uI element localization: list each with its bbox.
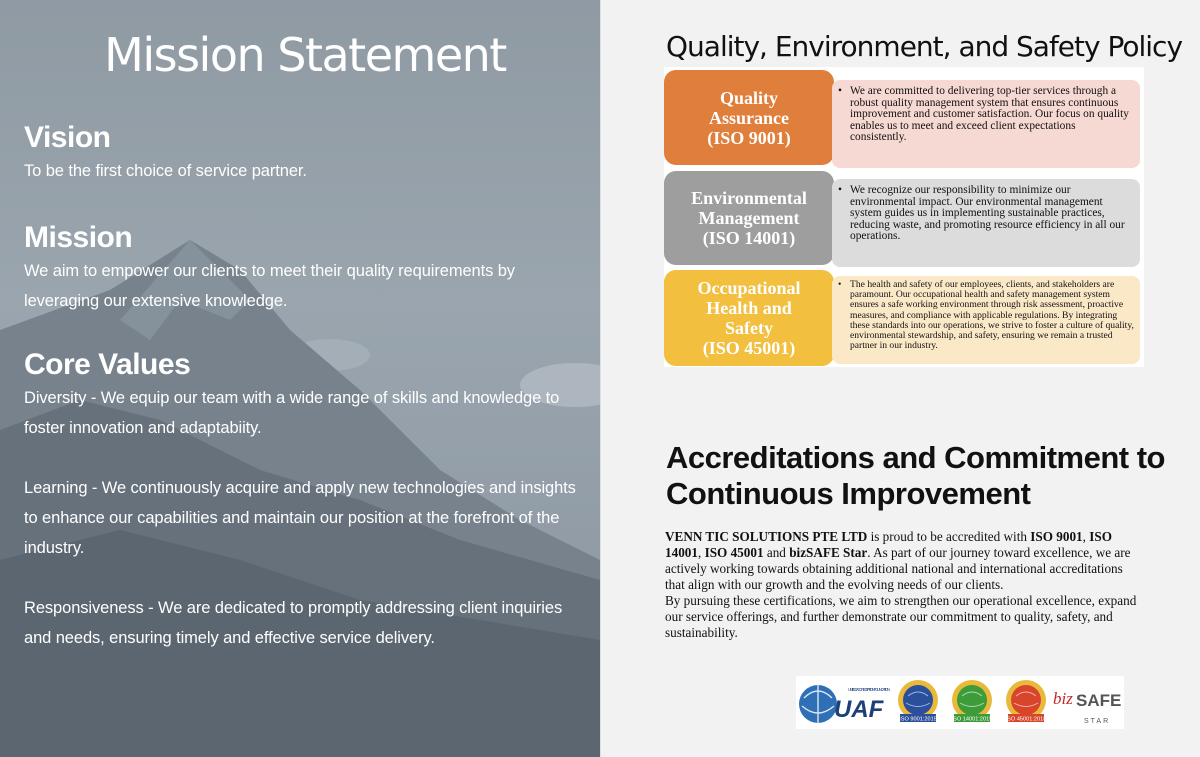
vision-text: To be the first choice of service partner.	[24, 162, 307, 180]
description-text: We are committed to delivering top-tier services through a robust quality management system that ensures continuous improvement and customer satisfaction. Our focus on quality enables us to meet and exceed client expectations consistently.	[850, 85, 1130, 144]
occupational-health-safety-description: • The health and safety of our employees, clients, and stakeholders are paramount. Our occupational health and safety management system ensures a safe working environment through risk assessment, proactive measures, and compliance with applicable regulations. By integrating these standards into our operations, we strive to foster a culture of quality, environmental stewardship, and safety, ensuring we remain a trusted partner in our industry.	[832, 276, 1140, 364]
accreditations-title: Accreditations and Commitment to Continuous Improvement	[666, 440, 1165, 511]
body-text: and	[763, 545, 790, 560]
iso-14001-badge	[952, 680, 993, 723]
body-text-2: By pursuing these certifications, we aim to strengthen our operational excellence, expand our service offerings, and further demonstrate our commitment to quality, safety, and sustainability.	[665, 593, 1137, 640]
mission-statement-title: Mission Statement	[104, 28, 506, 82]
label-line: Health and	[706, 298, 792, 318]
iso-45001-badge	[1006, 680, 1047, 723]
uaf-text: UAF	[834, 696, 884, 723]
label-line: (ISO 14001)	[702, 228, 796, 248]
body-text: ,	[697, 545, 705, 560]
label-line: (ISO 45001)	[702, 338, 796, 358]
description-text: The health and safety of our employees, clients, and stakeholders are paramount. Our occupational health and safety management system ensures a safe working environment through risk assessment, proactive measures, and compliance with applicable regulations. By integrating these standards into our operations, we strive to foster a culture of quality, environmental stewardship, and safety, ensuring we remain a trusted partner in our industry.	[850, 279, 1134, 352]
accreditation-logos	[796, 676, 1124, 729]
iso-14001-badge-label: ISO 14001:2015	[951, 716, 993, 723]
quality-assurance-description: • We are committed to delivering top-tier services through a robust quality management system that ensures continuous improvement and customer satisfaction. Our focus on quality enables us to meet and exceed client expectations consistently.	[832, 80, 1140, 168]
uaf-small-text: UNITED ACCREDITATION FOUNDATION	[848, 687, 890, 692]
policy-title: Quality, Environment, and Safety Policy	[666, 30, 1183, 63]
panel-divider	[600, 0, 601, 757]
company-name: VENN TIC SOLUTIONS PTE LTD	[665, 529, 868, 544]
iso-9001-text: ISO 9001	[1030, 529, 1083, 544]
description-text: We recognize our responsibility to minimize our environmental impact. Our environmental management system guides us in implementing sustainable practices, reducing waste, and promoting resource efficiency in all our operations.	[850, 184, 1125, 243]
bizsafe-safe: SAFE	[1076, 691, 1122, 710]
mission-heading: Mission	[24, 221, 133, 254]
iso-9001-badge-label: ISO 9001:2015	[899, 716, 937, 723]
iso-9001-badge	[898, 680, 938, 723]
quality-assurance-label	[664, 70, 834, 165]
mission-section	[24, 220, 586, 316]
core-values-heading: Core Values	[24, 348, 191, 381]
label-line: (ISO 9001)	[707, 127, 791, 148]
bizsafe-star-logo	[1053, 689, 1121, 725]
core-values-section	[24, 347, 586, 653]
iso-45001-badge-label: ISO 45001:2018	[1005, 716, 1047, 723]
vision-heading: Vision	[24, 121, 111, 154]
environmental-management-label	[664, 171, 834, 265]
iso-45001-text: ISO 45001	[704, 545, 764, 560]
label-line: Management	[698, 208, 800, 228]
label-line: Occupational	[697, 278, 801, 298]
mission-content	[0, 0, 600, 653]
policy-row-safety	[664, 270, 1144, 366]
label-line: Environmental	[691, 188, 807, 208]
label-line: Safety	[725, 318, 773, 338]
environmental-management-description: • We recognize our responsibility to minimize our environmental impact. Our environmental management system guides us in implementing sustainable practices, reducing waste, and promoting resource efficiency in all our operations.	[832, 179, 1140, 267]
occupational-health-safety-label	[664, 270, 834, 366]
uaf-logo	[799, 685, 890, 723]
policy-row-environment	[664, 171, 1144, 265]
vision-section	[24, 120, 586, 186]
iso-14001-text: ISO 14001	[665, 529, 1112, 560]
policy-row-quality	[664, 70, 1144, 165]
label-line: Quality	[719, 87, 778, 108]
mission-text: We aim to empower our clients to meet their quality requirements by leveraging our extensive knowledge.	[24, 262, 515, 310]
core-value-diversity: Diversity - We equip our team with a wide range of skills and knowledge to foster innovation and adaptabiity.	[24, 389, 560, 437]
bizsafe-biz: biz	[1053, 689, 1073, 708]
body-text: ,	[1082, 529, 1090, 544]
core-value-responsiveness: Responsiveness - We are dedicated to promptly addressing client inquiries and needs, ensuring timely and effective service delivery.	[24, 599, 563, 647]
label-line: Assurance	[709, 107, 789, 128]
body-text: . As part of our journey toward excellence, we are actively working towards obtaining additional national and international accreditations that align with our growth and the evolving needs of our clients.	[665, 545, 1131, 592]
accreditations-body	[665, 529, 1139, 641]
core-value-learning: Learning - We continuously acquire and apply new technologies and insights to enhance our capabilities and maintain our position at the forefront of the industry.	[24, 479, 576, 557]
bizsafe-star: STAR	[1084, 718, 1111, 725]
body-text: is proud to be accredited with	[867, 529, 1031, 544]
policy-graphic	[664, 67, 1144, 367]
bizsafe-star-text: bizSAFE Star	[789, 545, 868, 560]
logos-strip	[796, 676, 1124, 729]
